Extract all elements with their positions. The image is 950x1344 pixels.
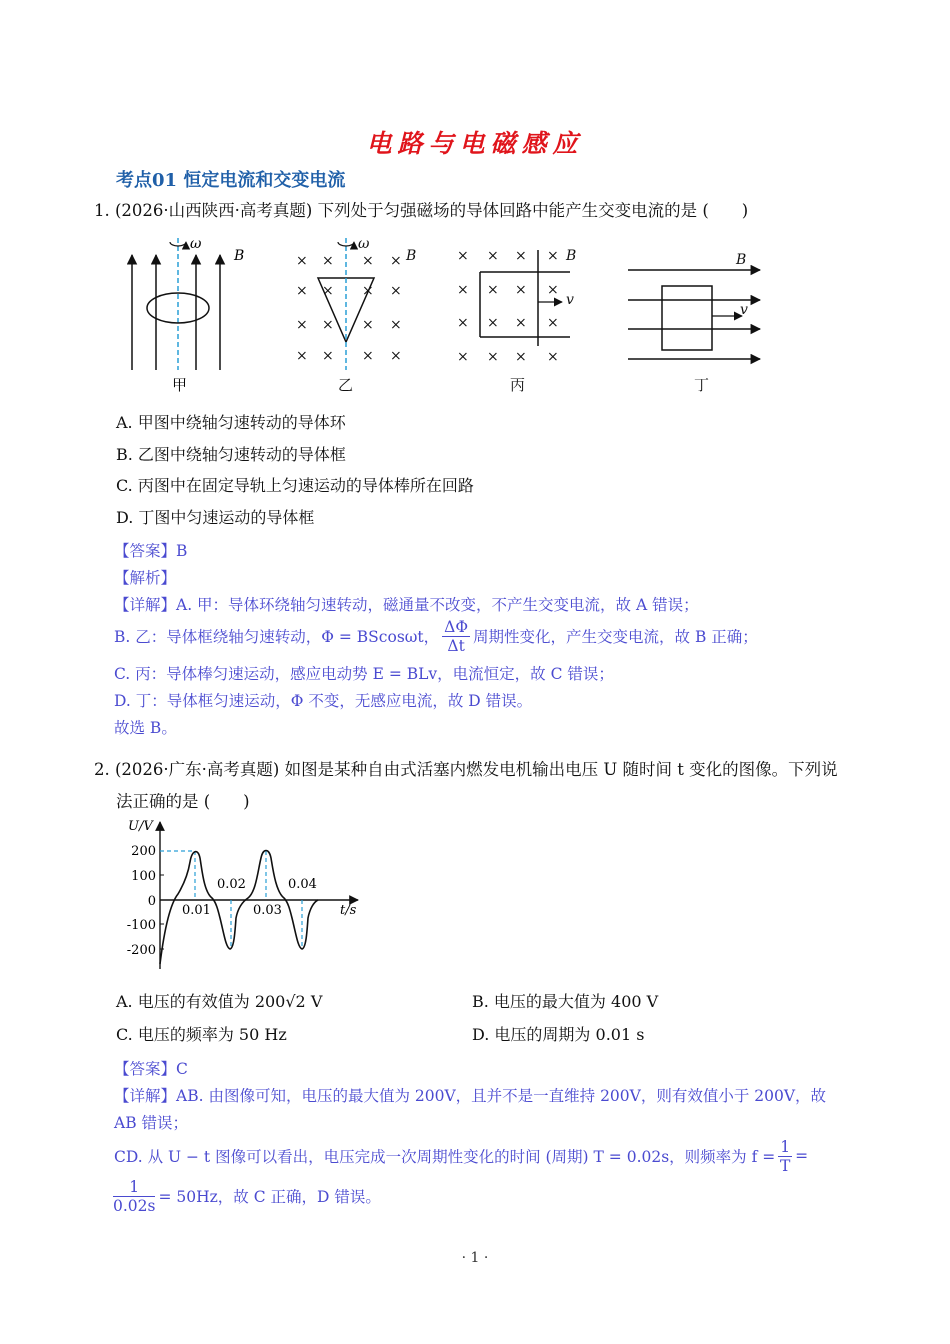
q1-detail-1: 【详解】A. 甲：导体环绕轴匀速转动，磁通量不改变，不产生交变电流，故 A 错误； bbox=[114, 596, 699, 614]
omega-label-yi: ω bbox=[358, 236, 370, 252]
q2-detail-2: AB 错误； bbox=[114, 1114, 189, 1132]
xlabel-0-04: 0.04 bbox=[288, 877, 317, 892]
xlabel-0-03: 0.03 bbox=[253, 903, 282, 918]
q2-detail-1: 【详解】AB. 由图像可知，电压的最大值为 200V，且并不是一直维持 200V，则有效值小于 200V，故 bbox=[114, 1087, 827, 1105]
xlabel-0-02: 0.02 bbox=[217, 877, 246, 892]
q1-option-b: B. 乙图中绕轴匀速转动的导体框 bbox=[116, 445, 346, 464]
ytick-100: 100 bbox=[131, 869, 156, 884]
ytick-0: 0 bbox=[147, 894, 156, 909]
q1-analysis-label: 【解析】 bbox=[114, 569, 177, 587]
q2-detail-3-eq: = bbox=[795, 1147, 809, 1165]
graph-ylabel: U/V bbox=[128, 819, 153, 834]
q2-detail-3 bbox=[114, 1136, 808, 1176]
q2-option-b: B. 电压的最大值为 400 V bbox=[472, 992, 659, 1011]
section-heading: 考点01 恒定电流和交变电流 bbox=[116, 170, 346, 191]
q2-option-c: C. 电压的频率为 50 Hz bbox=[116, 1025, 287, 1044]
q1-figures bbox=[110, 230, 790, 400]
svg-text:×: × bbox=[362, 317, 374, 333]
svg-text:×: × bbox=[457, 282, 469, 298]
svg-text:×: × bbox=[390, 348, 402, 364]
q2-detail-3a: CD. 从 U − t 图像可以看出，电压完成一次周期性变化的时间 (周期) T = 0.02s，则频率为 f = bbox=[114, 1148, 776, 1166]
q1-option-c: C. 丙图中在固定导轨上匀速运动的导体棒所在回路 bbox=[116, 476, 474, 495]
fraction-numerator: 1 bbox=[780, 1137, 791, 1156]
svg-text:×: × bbox=[487, 282, 499, 298]
b-label-ding: B bbox=[736, 252, 747, 268]
v-label-ding: v bbox=[740, 302, 748, 318]
q2-option-a: A. 电压的有效值为 200√2 V bbox=[116, 992, 323, 1011]
svg-text:×: × bbox=[362, 348, 374, 364]
svg-text:×: × bbox=[487, 248, 499, 264]
svg-text:×: × bbox=[390, 253, 402, 269]
svg-text:×: × bbox=[322, 253, 334, 269]
fraction-denominator: Δt bbox=[447, 636, 465, 655]
figure-label-bing: 丙 bbox=[510, 376, 526, 394]
svg-text:×: × bbox=[547, 282, 559, 298]
svg-text:×: × bbox=[457, 315, 469, 331]
svg-text:×: × bbox=[547, 248, 559, 264]
fraction-1-over-002 bbox=[113, 1178, 155, 1215]
svg-text:×: × bbox=[362, 283, 374, 299]
figure-jia bbox=[132, 236, 244, 394]
q2-stem-1: 2. (2026·广东·高考真题) 如图是某种自由式活塞内燃发电机输出电压 U 随时间 t 变化的图像。下列说 bbox=[94, 760, 838, 779]
svg-text:×: × bbox=[487, 315, 499, 331]
graph-xlabel: t/s bbox=[340, 903, 357, 918]
svg-text:×: × bbox=[296, 253, 308, 269]
figure-yi bbox=[296, 236, 416, 394]
xlabel-0-01: 0.01 bbox=[182, 903, 211, 918]
svg-text:×: × bbox=[515, 248, 527, 264]
q1-option-a: A. 甲图中绕轴匀速转动的导体环 bbox=[116, 413, 346, 432]
ytick-neg100: -100 bbox=[126, 918, 156, 933]
ytick-neg200: -200 bbox=[126, 943, 156, 958]
q1-stem: 1. (2026·山西陕西·高考真题) 下列处于匀强磁场的导体回路中能产生交变电流的是 ( ) bbox=[94, 201, 749, 220]
page-title: 电路与电磁感应 bbox=[366, 129, 584, 158]
svg-text:×: × bbox=[322, 283, 334, 299]
b-label-yi: B bbox=[406, 248, 417, 264]
b-label-bing: B bbox=[566, 248, 577, 264]
q1-detail-5: 故选 B。 bbox=[114, 719, 177, 737]
v-label-bing: v bbox=[566, 292, 574, 308]
q1-detail-2a: B. 乙：导体框绕轴匀速转动，Φ = BScosωt， bbox=[114, 628, 440, 646]
q2-answer: 【答案】C bbox=[114, 1060, 188, 1078]
svg-text:×: × bbox=[390, 283, 402, 299]
fraction-denominator: 0.02s bbox=[113, 1196, 156, 1215]
svg-text:×: × bbox=[362, 253, 374, 269]
q1-detail-2b: 周期性变化，产生交变电流，故 B 正确； bbox=[473, 628, 758, 646]
figure-label-yi: 乙 bbox=[338, 376, 354, 394]
q2-detail-4 bbox=[110, 1176, 381, 1216]
page-number: · 1 · bbox=[461, 1250, 489, 1266]
svg-text:×: × bbox=[296, 283, 308, 299]
svg-text:×: × bbox=[515, 282, 527, 298]
q1-detail-4: D. 丁：导体框匀速运动，Φ 不变，无感应电流，故 D 错误。 bbox=[114, 692, 533, 710]
svg-text:×: × bbox=[457, 248, 469, 264]
svg-text:×: × bbox=[322, 348, 334, 364]
fraction-denominator: T bbox=[780, 1156, 791, 1175]
svg-text:×: × bbox=[515, 315, 527, 331]
b-label-jia: B bbox=[234, 248, 245, 264]
fraction-1-over-t bbox=[778, 1138, 792, 1175]
ytick-200: 200 bbox=[131, 844, 156, 859]
svg-text:×: × bbox=[457, 349, 469, 365]
q2-voltage-graph bbox=[118, 814, 368, 974]
fraction-numerator: 1 bbox=[113, 1178, 155, 1197]
omega-label-jia: ω bbox=[190, 236, 202, 252]
q1-option-d: D. 丁图中匀速运动的导体框 bbox=[116, 508, 315, 527]
svg-text:×: × bbox=[296, 317, 308, 333]
q2-detail-4b: = 50Hz，故 C 正确，D 错误。 bbox=[158, 1188, 381, 1206]
svg-text:×: × bbox=[390, 317, 402, 333]
svg-text:×: × bbox=[296, 348, 308, 364]
q1-detail-2 bbox=[114, 616, 758, 656]
svg-text:×: × bbox=[515, 349, 527, 365]
fraction-dphi-dt bbox=[442, 618, 470, 655]
svg-text:×: × bbox=[547, 349, 559, 365]
q2-option-d: D. 电压的周期为 0.01 s bbox=[472, 1025, 645, 1044]
svg-text:×: × bbox=[322, 317, 334, 333]
q2-stem-2: 法正确的是 ( ) bbox=[116, 792, 250, 811]
fraction-numerator: ΔΦ bbox=[444, 617, 469, 636]
q1-detail-3: C. 丙：导体棒匀速运动，感应电动势 E = BLv，电流恒定，故 C 错误； bbox=[114, 665, 614, 683]
figure-label-jia: 甲 bbox=[172, 376, 188, 394]
figure-bing bbox=[457, 248, 576, 394]
q1-answer: 【答案】B bbox=[114, 542, 188, 560]
figure-ding bbox=[628, 252, 760, 394]
figure-label-ding: 丁 bbox=[694, 376, 710, 394]
svg-text:×: × bbox=[487, 349, 499, 365]
svg-text:×: × bbox=[547, 315, 559, 331]
